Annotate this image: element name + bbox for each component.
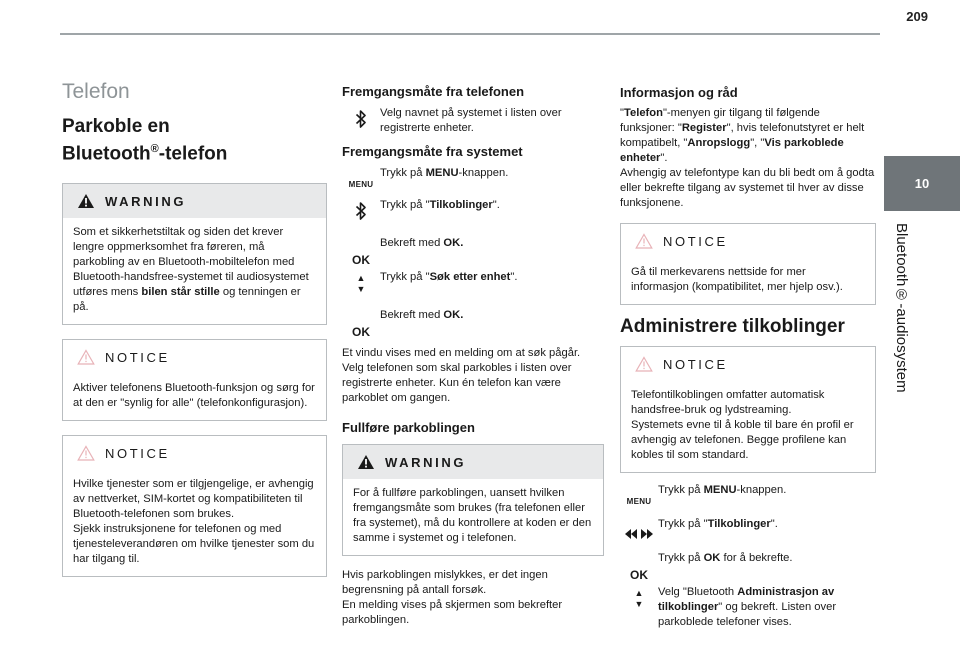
step-text-pre: Trykk på <box>380 167 426 179</box>
step-text-pre: Bekreft med <box>380 237 444 249</box>
search-info-text: Et vindu vises med en melding om at søk pågår. Velg telefonen som skal parkobles i listen over registrerte enheter. Kun én telefon kan være parkoblet om gangen. <box>342 347 581 404</box>
step-text-pre: Velg "Bluetooth <box>658 586 738 598</box>
step-text-bold: Søk etter enhet <box>429 271 511 283</box>
notice-box <box>62 435 327 577</box>
step-text-bold: OK. <box>443 309 464 321</box>
step-text-pre: Bekreft med <box>380 309 444 321</box>
step-text-bold: Administrasjon av tilkoblinger <box>658 586 835 613</box>
pairing-failure-text: Hvis parkoblingen mislykkes, er det ingen begrensning på antall forsøk. <box>342 569 548 596</box>
info-frag: "-menyen gir tilgang til følgende funksjoner: " <box>620 107 820 134</box>
step-connections <box>342 198 604 234</box>
notice-triangle-icon <box>77 445 95 461</box>
heading-complete-pairing: Fullføre parkoblingen <box>342 420 475 435</box>
step-text-pre: Trykk på " <box>380 199 430 211</box>
warning-text <box>63 218 326 315</box>
notice-triangle-icon <box>77 349 95 365</box>
registered-mark: ® <box>150 143 159 155</box>
step-text-pre: Trykk på <box>658 552 704 564</box>
step-connections <box>620 517 876 549</box>
heading-from-phone: Fremgangsmåte fra telefonen <box>342 84 525 99</box>
column-3 <box>620 85 876 632</box>
notice-label: NOTICE <box>663 356 728 372</box>
notice-label: NOTICE <box>663 233 728 249</box>
notice-text-para1: Telefontilkoblingen omfatter automatisk handsfree-bruk og lydstreaming. <box>631 389 825 416</box>
step-text-post: ". <box>510 271 518 283</box>
info-text <box>620 106 876 211</box>
heading-info-advice: Informasjon og råd <box>620 85 738 100</box>
step-confirm-ok <box>620 551 876 583</box>
step-text-bold: MENU <box>703 484 737 496</box>
pairing-confirm-text: En melding vises på skjermen som bekrefter parkoblingen. <box>342 599 563 626</box>
info-bold: Register <box>681 122 727 134</box>
step-text <box>380 308 604 323</box>
step-text <box>380 236 604 251</box>
step-text-pre: Trykk på " <box>658 518 708 530</box>
warning-box <box>342 444 604 556</box>
notice-box-header <box>63 340 326 374</box>
info-frag: " <box>620 107 624 119</box>
seek-arrows-icon <box>624 528 654 540</box>
page-number: 209 <box>906 9 928 24</box>
step-text-post: for å bekrefte. <box>720 552 793 564</box>
up-down-arrows-icon: ▲ ▼ <box>634 588 644 609</box>
warning-box-header <box>63 184 326 218</box>
info-bold: Anropslogg <box>687 137 751 149</box>
notice-triangle-icon <box>635 233 653 249</box>
notice-text <box>621 381 875 463</box>
notice-text-para2: Sjekk instruksjonene for telefonen og med tjenesteleverandøren om hvilke tjenester som du har tilgang til. <box>73 523 315 566</box>
pairing-heading-tail: -telefon <box>158 143 228 165</box>
warning-text-tail: og tenningen er på. <box>73 286 301 314</box>
step-text-pre: Trykk på " <box>380 271 430 283</box>
chapter-side-title: Bluetooth®-audiosystem <box>893 223 910 393</box>
notice-box-header <box>63 436 326 470</box>
notice-label: NOTICE <box>105 445 170 461</box>
notice-box <box>62 339 327 421</box>
heading-manage-connections: Administrere tilkoblinger <box>620 316 845 337</box>
bluetooth-icon <box>355 201 367 221</box>
step-text-pre: Trykk på <box>658 484 704 496</box>
info-para2: Avhengig av telefontype kan du bli bedt om å godta eller bekrefte tilgang av systemet til hver av disse funksjonene. <box>620 167 875 209</box>
info-bold: Telefon <box>623 107 663 119</box>
info-bold: Vis parkoblede enheter <box>620 137 844 164</box>
ok-button-icon: OK <box>352 253 370 267</box>
step-text-post: -knappen. <box>736 484 787 496</box>
step-text-bold: Tilkoblinger <box>707 518 771 530</box>
notice-box-header <box>621 347 875 381</box>
pairing-heading-line1: Parkoble en <box>62 116 170 137</box>
step-text <box>380 198 604 213</box>
step-phone-select <box>342 106 604 136</box>
pairing-heading-line2 <box>62 138 327 165</box>
notice-box <box>620 223 876 305</box>
warning-text-main: Som et sikkerhetstiltak og siden det krever lengre oppmerksomhet fra føreren, må parkobling av en Bluetooth-mobiltelefon med Bluetooth-handsfree-systemet til audiosystemet utføres mens <box>73 226 309 299</box>
notice-label: NOTICE <box>105 349 170 365</box>
step-manage-bluetooth <box>620 585 876 630</box>
menu-button-icon: MENU <box>348 180 374 189</box>
warning-label: WARNING <box>385 454 467 470</box>
step-menu <box>620 483 876 515</box>
step-text <box>380 166 604 181</box>
warning-text-bold: bilen står stille <box>141 286 220 299</box>
notice-text: Gå til merkevarens nettside for mer informasjon (kompatibilitet, mer hjelp osv.). <box>631 266 843 293</box>
step-confirm-ok <box>342 236 604 268</box>
chapter-tab: 10 <box>884 156 960 211</box>
step-text-post: -knappen. <box>458 167 509 179</box>
menu-button-icon: MENU <box>626 497 652 506</box>
step-menu <box>342 166 604 196</box>
warning-triangle-icon <box>77 193 95 209</box>
step-text-bold: OK <box>703 552 721 564</box>
step-search-device <box>342 270 604 306</box>
column-1 <box>62 80 327 577</box>
notice-box <box>620 346 876 473</box>
column-2 <box>342 84 604 628</box>
info-frag: ", hvis telefonutstyret er helt kompatibelt, " <box>620 122 865 149</box>
warning-triangle-icon <box>357 454 375 470</box>
step-text <box>658 585 876 630</box>
heading-from-system: Fremgangsmåte fra systemet <box>342 144 523 159</box>
pairing-heading-bluetooth: Bluetooth <box>62 143 151 165</box>
info-frag: ". <box>660 152 668 164</box>
step-text-bold: OK. <box>443 237 464 249</box>
warning-box-header <box>343 445 603 479</box>
notice-box-header <box>621 224 875 258</box>
pairing-heading <box>62 116 327 165</box>
notice-text <box>63 470 326 567</box>
notice-text-para2: Systemets evne til å koble til bare én profil er avhengig av telefonen. Begge profilene kan kobles til som standard. <box>631 419 854 461</box>
ok-button-icon: OK <box>630 568 648 582</box>
warning-text: For å fullføre parkoblingen, uansett hvilken fremgangsmåte som brukes (fra telefonen eller fra systemet), må du kontrollere at koden er den samme i systemet og i telefonen. <box>353 487 592 544</box>
step-confirm-ok <box>342 308 604 340</box>
step-text: Velg navnet på systemet i listen over registrerte enheter. <box>380 107 562 134</box>
section-title: Telefon <box>62 80 130 103</box>
step-text <box>658 483 876 498</box>
header-divider <box>60 33 880 35</box>
bluetooth-icon <box>355 109 367 129</box>
step-text-post: ". <box>492 199 500 211</box>
step-text-post: ". <box>770 518 778 530</box>
up-down-arrows-icon: ▲ ▼ <box>356 273 366 294</box>
notice-text-para1: Hvilke tjenester som er tilgjengelige, er avhengig av nettverket, SIM-kortet og kompatibiliteten til Bluetooth-telefonen som brukes. <box>73 478 314 521</box>
notice-text: Aktiver telefonens Bluetooth-funksjon og sørg for at den er "synlig for alle" (telefonkonfigurasjon). <box>73 382 315 410</box>
step-text <box>380 270 604 285</box>
step-text <box>658 551 876 566</box>
step-text <box>658 517 876 532</box>
warning-label: WARNING <box>105 193 187 209</box>
step-text-bold: MENU <box>425 167 459 179</box>
step-text-post: " og bekreft. Listen over parkoblede telefoner vises. <box>658 601 837 628</box>
ok-button-icon: OK <box>352 325 370 339</box>
step-text-bold: Tilkoblinger <box>429 199 493 211</box>
info-frag: ", " <box>750 137 765 149</box>
notice-triangle-icon <box>635 356 653 372</box>
warning-box <box>62 183 327 325</box>
